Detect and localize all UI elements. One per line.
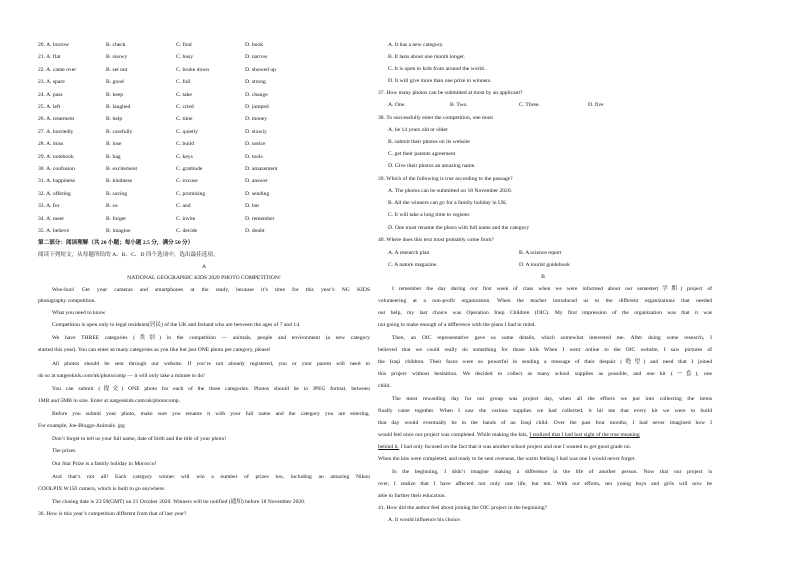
q39-option: A. The photos can be submitted on 18 November 2020. xyxy=(388,188,513,194)
vocab-option: B. snowy xyxy=(106,54,128,61)
vocab-option: B. keep xyxy=(106,91,124,98)
question-36: 36. How is this year’s competition different from that of last year? xyxy=(38,511,187,517)
vocab-option: D. jumped xyxy=(245,104,269,110)
question-37: 37. How many photos can be submitted at most by an applicant? xyxy=(378,90,523,96)
vocab-option: D. doubt xyxy=(245,228,265,234)
underlined-phrase: behind it. xyxy=(378,444,400,450)
vocab-option: C. cried xyxy=(176,104,194,110)
vocab-option: B. forget xyxy=(106,215,126,222)
vocab-option: D. remember xyxy=(245,215,275,222)
subheading: What you need to know xyxy=(52,310,106,316)
paragraph-line: this project without hesitation. We decided to collect as many school supplies as possible, and one kit (一套), one xyxy=(378,371,712,377)
paragraph-line: finally came together. When I saw the various supplies we had collected, it hit me that every kit we were to build xyxy=(378,408,712,414)
vocab-option: 22. A. came over xyxy=(38,66,77,73)
vocab-option: B. laughed xyxy=(106,104,131,110)
paragraph-line: over, I realize that I have affected not only one life, but ten. With our efforts, ten young boys and girls will now be xyxy=(378,481,712,487)
vocab-option: C. time xyxy=(176,116,193,123)
vocab-option: B. so xyxy=(106,203,118,210)
vocab-option: 23. A. spare xyxy=(38,79,65,86)
paragraph-line: the Iraqi children. Their faces were so powerful in sending a message of their despair (绝望) and need that I joined xyxy=(378,359,712,365)
section-heading: 第二部分：阅读理解（共 20 小题；每小题 2.5 分，满分 50 分） xyxy=(38,240,194,246)
paragraph-line: Our Star Prize is a family holiday in Morocco! xyxy=(52,461,157,467)
vocab-option: C. promising xyxy=(176,190,206,197)
paragraph-line: All photos should be sent through our website. If you’re not already registered, you or your parent will need to xyxy=(52,361,370,367)
paragraph-line: We have THREE categories (类别) in the competition — animals, people and environment (a new category xyxy=(52,335,370,341)
vocab-option: C. keys xyxy=(176,153,193,160)
paragraph-line: The closing date is 23:59(GMT) on 21 October 2020. Winners will be notified (通知) before 18 November 2020. xyxy=(52,499,306,505)
vocab-option: C. find xyxy=(176,42,192,48)
section-instruction: 阅读下列短文，从每题所给的 A、B、C、D 四个选项中，选出最佳选项。 xyxy=(38,252,219,258)
vocab-option: B. saving xyxy=(106,190,128,197)
vocab-option: D. sending xyxy=(245,190,270,197)
vocab-option: D. money xyxy=(245,116,268,123)
vocab-option: C. full xyxy=(176,79,191,86)
paragraph-line: You can submit (提交) ONE photo for each of the three categories. Photos should be in JPEG format, between xyxy=(52,386,370,392)
vocab-option: C. gratitude xyxy=(176,166,203,172)
paragraph-line: volunteering at a non-profit organization. When the teacher introduced us to the different organizations that needed xyxy=(378,298,712,304)
vocab-option: C. invite xyxy=(176,215,196,222)
q40-option: A. A research plan xyxy=(388,250,430,256)
q41-option: A. It would influence his choice. xyxy=(388,517,462,523)
question-41: 41. How did the author feel about joining the OIC project in the beginning? xyxy=(378,505,548,511)
paragraph-line: For example, Joe-Bloggs-Animals. jpg xyxy=(38,423,125,429)
q38-option: C. get their parents agreement xyxy=(388,151,456,157)
vocab-option: D. narrow xyxy=(245,54,268,61)
vocab-option: D. strong xyxy=(245,79,266,86)
vocab-option: D. answer xyxy=(245,178,268,185)
vocab-option: 34. A. meet xyxy=(38,215,64,222)
q40-option: B. A science report xyxy=(519,250,562,256)
paragraph-line: Don’t forget to tell us your full name, date of birth and the title of your photo! xyxy=(52,436,227,442)
paragraph-line: The most rewarding day for our group was project day, when all the efforts we put into collecting the items xyxy=(392,396,712,402)
vocab-option: C. build xyxy=(176,141,195,148)
vocab-option: 35. A. believe xyxy=(38,228,70,234)
vocab-option: B. lose xyxy=(106,141,122,148)
vocab-option: B. good xyxy=(106,79,124,86)
q40-option: D. A tourist guidebook xyxy=(519,262,570,268)
paragraph-line: our help, my last choice was Operation Iraqi Children (OIC). My first impression of the organization was that it was xyxy=(378,310,712,316)
paragraph-line: photography competition. xyxy=(38,298,96,304)
vocab-option: C. broke down xyxy=(176,66,210,73)
vocab-option: C. excuse xyxy=(176,178,198,185)
vocab-option: B. check xyxy=(106,42,126,48)
paragraph-line: not going to make enough of a difference with the plans I had in mind. xyxy=(378,322,536,328)
paragraph-line xyxy=(378,445,712,451)
vocab-option: D. amazement xyxy=(245,166,278,172)
vocab-option: B. imagine xyxy=(106,228,131,234)
q36-option: A. It has a new category. xyxy=(388,42,444,48)
paragraph-line: do so at natgeokids.com/uk/photocomp — it will only take a minute to do! xyxy=(38,373,206,379)
text-run: I had only focused on the fact that it was another school project and one I wanted to get good grade on. xyxy=(399,444,632,450)
vocab-option: D. but xyxy=(245,203,259,210)
text-run: would feel once our project was completed. While making the kits, xyxy=(378,432,528,438)
vocab-option: 33. A. for xyxy=(38,203,60,210)
question-39: 39. Which of the following is true according to the passage? xyxy=(378,176,513,182)
question-40: 40. Where does this text most probably come from? xyxy=(378,237,494,243)
paragraph-line: that day would eventually be in the hands of an Iraqi child. Over the past four months, I had never imagined how I xyxy=(378,420,712,426)
underlined-phrase: I realized that I had lost sight of the true meaning xyxy=(529,432,640,438)
vocab-option: C. decide xyxy=(176,228,198,234)
vocab-option: D. tools xyxy=(245,153,263,160)
passage-letter: A xyxy=(201,264,207,270)
passage-letter: B xyxy=(541,274,545,280)
paragraph-line: child. xyxy=(378,383,391,389)
q36-option: B. It lasts about one month longer. xyxy=(388,54,466,60)
paragraph-line: And that’s not all! Each category winner will win a number of prizes too, including an amazing Nikon xyxy=(52,474,370,480)
subheading: The prizes xyxy=(52,448,76,454)
paragraph-line: COOLPIX W150 camera, which is built to go anywhere. xyxy=(38,486,166,492)
q38-option: B. submit their photos on its website xyxy=(388,139,470,145)
vocab-option: B. set out xyxy=(106,66,128,73)
vocab-option: 29. A. notebook xyxy=(38,153,74,160)
paragraph-line: believed that we could really do something for those kids When I went online to the OIC website, I saw pictures of xyxy=(378,347,712,353)
paragraph-line: Woo-hoo! Get your cameras and smartphones at the ready, because it’s time for this year’s NG KIDS xyxy=(52,287,370,293)
paragraph-line: When the kits were completed, and ready to be sent overseas, the warm feeling I had was one I would never forget. xyxy=(378,456,636,462)
q37-option: B. Two. xyxy=(450,102,468,108)
vocab-option: C. and xyxy=(176,203,191,210)
q39-option: B. All the winners can go for a family holiday in UK. xyxy=(388,200,508,206)
vocab-option: 31. A. happiness xyxy=(38,178,75,185)
vocab-option: D. slowly xyxy=(245,128,267,135)
vocab-option: 32. A. offering xyxy=(38,190,71,197)
paragraph-line: started this year). You can enter as many categories as you like but just ONE photo per category, please! xyxy=(38,347,271,353)
vocab-option: B. help xyxy=(106,116,123,123)
q39-option: D. One must rename the photo with full name and the category xyxy=(388,225,530,231)
vocab-option: 27. A. hurriedly xyxy=(38,128,74,135)
q39-option: C. It will take a long time to register. xyxy=(388,212,471,218)
q38-option: D. Give their photos an amazing name. xyxy=(388,163,476,169)
vocab-option: 20. A. borrow xyxy=(38,42,70,48)
vocab-option: D. showed up xyxy=(245,66,276,73)
vocab-option: 25. A. left xyxy=(38,104,61,110)
question-38: 38. To successfully enter the competition, one must xyxy=(378,115,493,121)
vocab-option: 26. A. treatment xyxy=(38,116,75,123)
vocab-option: 28. A. miss xyxy=(38,141,64,148)
vocab-option: C. take xyxy=(176,91,192,98)
paragraph-line: Before you submit your photo, make sure you rename it with your full name and the category you are entering. xyxy=(52,411,370,417)
vocab-option: D. notice xyxy=(245,141,266,148)
vocab-option: B. carefully xyxy=(106,128,133,135)
q37-option: C. Three. xyxy=(519,102,540,108)
q37-option: D. five xyxy=(588,102,604,108)
paragraph-line: Competition is open only to legal residents(居民) of the UK and Ireland who are between the ages of 7 and 14. xyxy=(52,322,301,328)
vocab-option: C. busy xyxy=(176,54,194,61)
paragraph-line: I remember the day during our first week of class when we were informed about our semester(学期) project of xyxy=(392,286,712,292)
vocab-option: D. change xyxy=(245,91,268,98)
vocab-option: B. kindness xyxy=(106,178,133,185)
vocab-option: B. excitement xyxy=(106,166,138,172)
q37-option: A. One. xyxy=(388,102,406,108)
paragraph-line: able to further their education. xyxy=(378,493,446,499)
q38-option: A. be 14 years old or older xyxy=(388,127,448,133)
passage-title: NATIONAL GEOGRAPHIC KIDS 2020 PHOTO COMPETITION! xyxy=(127,275,281,281)
paragraph-line: 1MB and 5MB in size. Enter at natgeokids.com/uk/photocomp. xyxy=(38,398,180,404)
q36-option: C. It is open to kids from around the world. xyxy=(388,66,486,72)
paragraph-line: In the beginning, I didn’t imagine making a difference in the life of another person. Now that our project is xyxy=(392,469,712,475)
q40-option: C. A nature magazine. xyxy=(388,262,438,268)
vocab-option: D. book xyxy=(245,42,264,48)
paragraph-line xyxy=(378,433,712,439)
q36-option: D. It will give more than one prize to winners. xyxy=(388,78,492,84)
vocab-option: B. bag xyxy=(106,153,121,160)
vocab-option: C. quietly xyxy=(176,128,199,135)
vocab-option: 30. A. confusion xyxy=(38,166,75,172)
vocab-option: 21. A. flat xyxy=(38,54,61,61)
vocab-option: 24. A. pass xyxy=(38,91,63,98)
paragraph-line: Then, an OIC representative gave us some details, which somewhat interested me. After doing some research, I xyxy=(392,335,712,341)
